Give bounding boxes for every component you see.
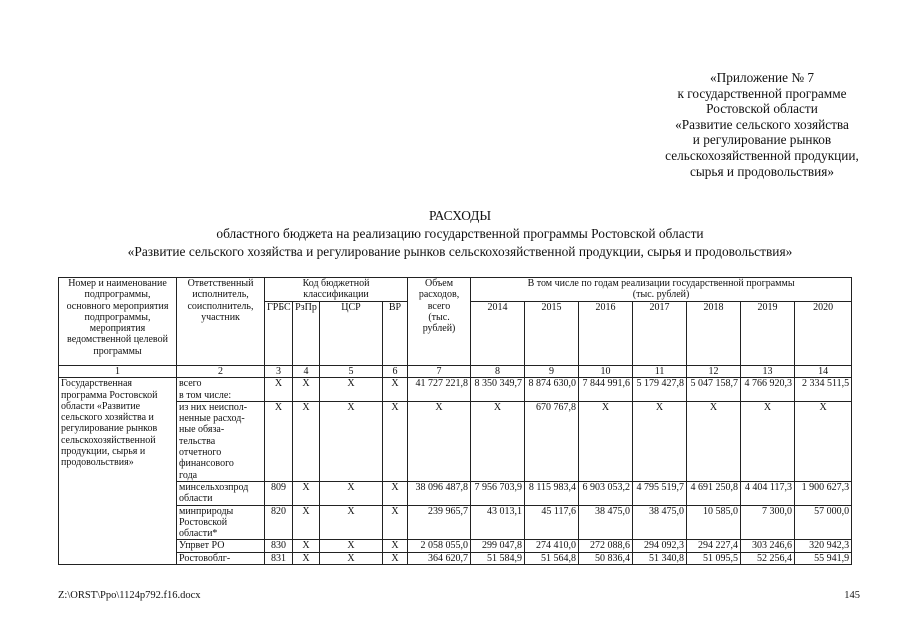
year-cell: 670 767,8 <box>525 401 579 481</box>
header-year: 2018 <box>687 302 741 366</box>
column-number: 8 <box>471 366 525 378</box>
year-cell: 7 844 991,6 <box>579 378 633 402</box>
year-cell: 303 246,6 <box>741 540 795 552</box>
year-cell: 4 404 117,3 <box>741 481 795 505</box>
year-cell: 51 564,8 <box>525 552 579 564</box>
header-years: В том числе по годам реализации государственной программы (тыс. рублей) <box>471 278 852 302</box>
column-number: 9 <box>525 366 579 378</box>
year-cell: X <box>579 401 633 481</box>
column-number: 10 <box>579 366 633 378</box>
grbs-cell: X <box>265 401 293 481</box>
table-row <box>59 401 852 481</box>
year-cell: 294 227,4 <box>687 540 741 552</box>
responsible-cell: из них неиспол- ненные расход- ные обяза- тельства отчетного финансового года <box>177 401 265 481</box>
appendix-block <box>612 70 905 179</box>
year-cell: 7 956 703,9 <box>471 481 525 505</box>
year-cell: 320 942,3 <box>795 540 852 552</box>
responsible-cell: минприроды Ростовской области* <box>177 505 265 540</box>
total-cell: 41 727 221,8 <box>408 378 471 402</box>
year-cell: 5 047 158,7 <box>687 378 741 402</box>
year-cell: X <box>741 401 795 481</box>
column-number: 6 <box>383 366 408 378</box>
rzpr-cell: X <box>293 401 320 481</box>
vr-cell: X <box>383 540 408 552</box>
year-cell: 50 836,4 <box>579 552 633 564</box>
csr-cell: X <box>320 505 383 540</box>
year-cell: 57 000,0 <box>795 505 852 540</box>
document-title: РАСХОДЫ <box>428 208 492 223</box>
column-number: 4 <box>293 366 320 378</box>
total-cell: 38 096 487,8 <box>408 481 471 505</box>
column-number: 5 <box>320 366 383 378</box>
header-year: 2017 <box>633 302 687 366</box>
expenses-table <box>58 277 852 565</box>
total-cell: 239 965,7 <box>408 505 471 540</box>
header-year: 2020 <box>795 302 852 366</box>
year-cell: 43 013,1 <box>471 505 525 540</box>
header-year: 2014 <box>471 302 525 366</box>
year-cell: 45 117,6 <box>525 505 579 540</box>
rzpr-cell: X <box>293 540 320 552</box>
header-vr: ВР <box>383 302 408 366</box>
vr-cell: X <box>383 378 408 402</box>
column-number: 3 <box>265 366 293 378</box>
vr-cell: X <box>383 552 408 564</box>
year-cell: 38 475,0 <box>579 505 633 540</box>
table-row <box>59 481 852 505</box>
rzpr-cell: X <box>293 481 320 505</box>
appendix-line: сельскохозяйственной продукции, <box>665 147 859 163</box>
column-number: 7 <box>408 366 471 378</box>
vr-cell: X <box>383 401 408 481</box>
column-number: 12 <box>687 366 741 378</box>
column-number-row <box>59 366 852 378</box>
header-rzpr: РзПр <box>293 302 320 366</box>
year-cell: 8 115 983,4 <box>525 481 579 505</box>
header-total: Объем расходов, всего (тыс. рублей) <box>408 278 471 366</box>
column-number: 13 <box>741 366 795 378</box>
year-cell: X <box>795 401 852 481</box>
file-path-footer: Z:\ORST\Ppo\1124p792.f16.docx <box>58 590 201 601</box>
header-program: Номер и наименование подпрограммы, основного мероприятия подпрограммы, мероприятия ведомственной целевой программы <box>59 278 177 366</box>
year-cell: 38 475,0 <box>633 505 687 540</box>
table-row <box>59 540 852 552</box>
year-cell: X <box>471 401 525 481</box>
header-csr: ЦСР <box>320 302 383 366</box>
year-cell: 10 585,0 <box>687 505 741 540</box>
responsible-cell: Ростовоблг- <box>177 552 265 564</box>
year-cell: 7 300,0 <box>741 505 795 540</box>
year-cell: 4 691 250,8 <box>687 481 741 505</box>
vr-cell: X <box>383 505 408 540</box>
column-number: 11 <box>633 366 687 378</box>
csr-cell: X <box>320 540 383 552</box>
year-cell: 4 795 519,7 <box>633 481 687 505</box>
total-cell: X <box>408 401 471 481</box>
rzpr-cell: X <box>293 378 320 402</box>
year-cell: 272 088,6 <box>579 540 633 552</box>
year-cell: 8 874 630,0 <box>525 378 579 402</box>
year-cell: 51 095,5 <box>687 552 741 564</box>
appendix-line: сырья и продовольствия» <box>689 163 835 179</box>
total-cell: 2 058 055,0 <box>408 540 471 552</box>
grbs-cell: 830 <box>265 540 293 552</box>
grbs-cell: 820 <box>265 505 293 540</box>
vr-cell: X <box>383 481 408 505</box>
year-cell: 299 047,8 <box>471 540 525 552</box>
csr-cell: X <box>320 552 383 564</box>
appendix-line: «Развитие сельского хозяйства <box>675 116 849 132</box>
column-number: 2 <box>177 366 265 378</box>
csr-cell: X <box>320 481 383 505</box>
year-cell: 55 941,9 <box>795 552 852 564</box>
year-cell: 6 903 053,2 <box>579 481 633 505</box>
year-cell: 2 334 511,5 <box>795 378 852 402</box>
table-row <box>59 552 852 564</box>
header-year: 2019 <box>741 302 795 366</box>
year-cell: X <box>633 401 687 481</box>
year-cell: 52 256,4 <box>741 552 795 564</box>
header-grbs: ГРБС <box>265 302 293 366</box>
column-number: 14 <box>795 366 852 378</box>
appendix-line: и регулирование рынков <box>692 132 832 148</box>
year-cell: 274 410,0 <box>525 540 579 552</box>
year-cell: X <box>687 401 741 481</box>
rzpr-cell: X <box>293 505 320 540</box>
table-row <box>59 378 852 402</box>
rzpr-cell: X <box>293 552 320 564</box>
program-name-heading: «Развитие сельского хозяйства и регулирование рынков сельскохозяйственной продукции, сырья и продовольствия» <box>127 244 793 259</box>
header-budget-code: Код бюджетной классификации <box>265 278 408 302</box>
grbs-cell: X <box>265 378 293 402</box>
year-cell: 51 584,9 <box>471 552 525 564</box>
csr-cell: X <box>320 401 383 481</box>
column-number: 1 <box>59 366 177 378</box>
document-subtitle: областного бюджета на реализацию государственной программы Ростовской области <box>216 226 704 241</box>
program-name-cell: Государственная программа Ростовской области «Развитие сельского хозяйства и регулирование рынков сельскохозяйственной продукции, сырья и продовольствия» <box>59 378 177 565</box>
appendix-line: «Приложение № 7 <box>710 70 814 85</box>
year-cell: 5 179 427,8 <box>633 378 687 402</box>
year-cell: 51 340,8 <box>633 552 687 564</box>
appendix-line: к государственной программе <box>677 85 847 101</box>
grbs-cell: 809 <box>265 481 293 505</box>
year-cell: 294 092,3 <box>633 540 687 552</box>
table-row <box>59 505 852 540</box>
grbs-cell: 831 <box>265 552 293 564</box>
page-number: 145 <box>844 590 860 601</box>
responsible-cell: всего в том числе: <box>177 378 265 402</box>
responsible-cell: Упрвет РО <box>177 540 265 552</box>
responsible-cell: минсельхозпрод области <box>177 481 265 505</box>
csr-cell: X <box>320 378 383 402</box>
year-cell: 4 766 920,3 <box>741 378 795 402</box>
year-cell: 1 900 627,3 <box>795 481 852 505</box>
header-responsible: Ответственный исполнитель, соисполнитель, участник <box>177 278 265 366</box>
header-row <box>59 278 852 302</box>
year-cell: 8 350 349,7 <box>471 378 525 402</box>
header-year: 2015 <box>525 302 579 366</box>
total-cell: 364 620,7 <box>408 552 471 564</box>
header-year: 2016 <box>579 302 633 366</box>
appendix-line: Ростовской области <box>706 101 818 117</box>
